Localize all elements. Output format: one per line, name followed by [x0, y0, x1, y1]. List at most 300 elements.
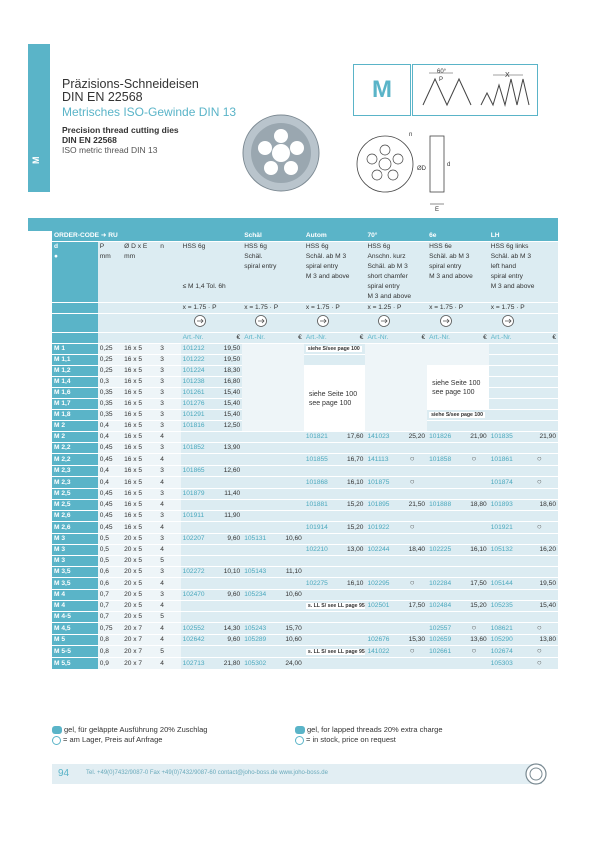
rotation-icon-cell — [304, 314, 366, 333]
price: 19,50 — [212, 355, 242, 366]
price — [459, 477, 489, 489]
table-row — [52, 511, 558, 522]
price — [274, 646, 304, 658]
table-row — [52, 601, 558, 612]
row-pitch: 0,45 — [98, 522, 122, 534]
spec-row — [52, 242, 558, 303]
art-number — [427, 590, 459, 601]
row-dxe: 20 x 5 — [122, 601, 158, 612]
art-number: 102484 — [427, 601, 459, 612]
table-row — [52, 556, 558, 567]
price: 18,40 — [397, 545, 427, 556]
row-n: 3 — [158, 443, 180, 454]
art-number — [242, 545, 274, 556]
price: 9,60 — [212, 590, 242, 601]
rotation-icon-cell — [365, 314, 427, 333]
price: 15,20 — [336, 500, 366, 511]
row-pitch: 0,5 — [98, 556, 122, 567]
row-size: M 2,2 — [52, 454, 98, 466]
in-stock-circle: ○ — [536, 646, 542, 655]
art-number: 102225 — [427, 545, 459, 556]
row-n: 3 — [158, 466, 180, 477]
price: 13,90 — [212, 443, 242, 454]
row-n: 5 — [158, 646, 180, 658]
group-autom: Autom — [304, 231, 366, 242]
order-band — [28, 218, 558, 231]
in-stock-circle: ○ — [409, 646, 415, 655]
price: 16,80 — [212, 377, 242, 388]
col-c5: HSS 6e Schäl. ab M 3 spiral entry M 3 and above — [427, 242, 489, 303]
in-stock-circle: ○ — [409, 477, 415, 486]
row-pitch: 0,3 — [98, 377, 122, 388]
price: 18,80 — [459, 500, 489, 511]
row-dxe: 20 x 7 — [122, 646, 158, 658]
row-pitch: 0,9 — [98, 658, 122, 670]
row-dxe: 20 x 7 — [122, 635, 158, 646]
rotation-icon-cell — [427, 314, 489, 333]
row-dxe: 20 x 5 — [122, 534, 158, 545]
in-stock-circle: ○ — [471, 623, 477, 632]
col-p: P mm — [98, 242, 122, 303]
legend-de-1: gel, für geläppte Ausführung 20% Zuschlag — [64, 725, 208, 734]
price — [459, 454, 489, 466]
row-pitch: 0,7 — [98, 612, 122, 623]
price — [459, 489, 489, 500]
price — [336, 443, 366, 454]
art-number — [304, 623, 336, 635]
row-n: 4 — [158, 500, 180, 511]
art-number — [181, 545, 213, 556]
row-dxe: 16 x 5 — [122, 432, 158, 443]
col-c2: HSS 6g Schäl. spiral entry — [242, 242, 304, 303]
price — [212, 522, 242, 534]
art-number — [427, 421, 459, 432]
table-row — [52, 612, 558, 623]
art-number: 101861 — [489, 454, 521, 466]
price — [397, 454, 427, 466]
price — [459, 646, 489, 658]
title-de-2: DIN EN 22568 — [62, 90, 143, 104]
row-size: M 4 — [52, 601, 98, 612]
table-row — [52, 489, 558, 500]
rotation-icon — [193, 314, 207, 328]
art-number: 101816 — [181, 421, 213, 432]
art-number: 101855 — [304, 454, 336, 466]
table-row — [52, 658, 558, 670]
row-pitch: 0,6 — [98, 578, 122, 590]
art-number: 101835 — [489, 432, 521, 443]
art-number — [489, 612, 521, 623]
price — [397, 534, 427, 545]
price — [459, 556, 489, 567]
row-pitch: 0,45 — [98, 489, 122, 500]
art-number — [489, 399, 521, 410]
art-number: 141022 — [365, 646, 397, 658]
row-dxe: 16 x 5 — [122, 489, 158, 500]
art-number — [304, 635, 336, 646]
art-header-row — [52, 333, 558, 344]
row-n: 4 — [158, 545, 180, 556]
art-number: 102552 — [181, 623, 213, 635]
art-number: 102713 — [181, 658, 213, 670]
rotation-icon — [501, 314, 515, 328]
art-number: 105289 — [242, 635, 274, 646]
price — [521, 466, 558, 477]
art-nr-header: Art.-Nr. — [365, 333, 397, 344]
note-cell — [304, 366, 366, 432]
art-number — [304, 534, 336, 545]
row-size: M 3 — [52, 545, 98, 556]
price — [212, 454, 242, 466]
company-logo-icon — [524, 762, 548, 786]
row-dxe: 16 x 5 — [122, 522, 158, 534]
art-number — [242, 500, 274, 511]
art-number — [181, 578, 213, 590]
in-stock-circle: ○ — [409, 522, 415, 531]
price — [336, 658, 366, 670]
row-size: M 2,5 — [52, 489, 98, 500]
art-number: 101914 — [304, 522, 336, 534]
row-size: M 1,6 — [52, 388, 98, 399]
row-size: M 2 — [52, 432, 98, 443]
price — [397, 590, 427, 601]
x-c5: x = 1.75 · P — [427, 303, 489, 314]
price — [459, 511, 489, 522]
price: 12,50 — [212, 421, 242, 432]
d-label: d — [447, 162, 451, 168]
price — [274, 500, 304, 511]
art-number: 105302 — [242, 658, 274, 670]
price — [459, 443, 489, 454]
row-pitch: 0,5 — [98, 545, 122, 556]
row-dxe: 16 x 5 — [122, 355, 158, 366]
art-number — [304, 590, 336, 601]
art-number: 141113 — [365, 454, 397, 466]
row-n: 4 — [158, 522, 180, 534]
price — [521, 658, 558, 670]
art-number: 101238 — [181, 377, 213, 388]
art-number — [489, 466, 521, 477]
row-n: 3 — [158, 410, 180, 421]
row-pitch: 0,8 — [98, 635, 122, 646]
price: 25,20 — [397, 432, 427, 443]
circle-icon — [52, 736, 61, 745]
group-70: 70° — [365, 231, 427, 242]
price — [459, 658, 489, 670]
row-pitch: 0,4 — [98, 477, 122, 489]
price — [336, 466, 366, 477]
art-number: 102557 — [427, 623, 459, 635]
row-n: 3 — [158, 421, 180, 432]
price — [274, 466, 304, 477]
price: 9,60 — [212, 635, 242, 646]
x-c1: x = 1.75 · P — [181, 303, 243, 314]
table-row — [52, 477, 558, 489]
art-number: 101868 — [304, 477, 336, 489]
note-see-s: siehe S/see page 100 — [431, 412, 484, 418]
note-see-100-de: siehe Seite 100 — [432, 379, 481, 387]
art-number — [489, 410, 521, 421]
m-box: M — [353, 64, 411, 116]
art-number: 101922 — [365, 522, 397, 534]
row-size: M 1,1 — [52, 355, 98, 366]
price — [459, 590, 489, 601]
art-number — [365, 590, 397, 601]
price — [274, 489, 304, 500]
art-number: 102642 — [181, 635, 213, 646]
note-cell — [242, 344, 304, 432]
price — [521, 344, 558, 355]
art-number — [242, 511, 274, 522]
row-pitch: 0,25 — [98, 344, 122, 355]
art-number — [489, 534, 521, 545]
art-number — [242, 477, 274, 489]
row-dxe: 16 x 5 — [122, 421, 158, 432]
row-size: M 1,2 — [52, 366, 98, 377]
art-number — [427, 612, 459, 623]
art-number — [242, 612, 274, 623]
art-number: 102207 — [181, 534, 213, 545]
price — [521, 567, 558, 578]
col-c3: HSS 6g Schäl. ab M 3 spiral entry M 3 and above — [304, 242, 366, 303]
x-label: X — [505, 72, 510, 79]
row-dxe: 16 x 5 — [122, 477, 158, 489]
art-number — [242, 578, 274, 590]
note-cell — [427, 344, 489, 366]
price — [336, 489, 366, 500]
n-label: n — [409, 132, 413, 138]
art-number — [365, 623, 397, 635]
e-label: E — [435, 207, 440, 212]
art-number — [427, 534, 459, 545]
note-see-100-de: siehe Seite 100 — [308, 390, 358, 398]
row-n: 4 — [158, 635, 180, 646]
art-number — [365, 489, 397, 500]
row-pitch: 0,35 — [98, 410, 122, 421]
price — [336, 567, 366, 578]
price — [521, 534, 558, 545]
art-number — [242, 601, 274, 612]
price — [397, 578, 427, 590]
price — [274, 545, 304, 556]
art-number — [365, 556, 397, 567]
art-number: 102284 — [427, 578, 459, 590]
price — [336, 534, 366, 545]
art-number — [427, 477, 459, 489]
table-row — [52, 454, 558, 466]
art-nr-header: Art.-Nr. — [242, 333, 274, 344]
price: 11,40 — [212, 489, 242, 500]
row-dxe: 16 x 5 — [122, 466, 158, 477]
note-cell — [427, 410, 489, 421]
price — [336, 556, 366, 567]
row-pitch: 0,4 — [98, 432, 122, 443]
row-pitch: 0,35 — [98, 399, 122, 410]
price — [521, 366, 558, 377]
note-cell — [304, 355, 366, 366]
euro-header: € — [212, 333, 242, 344]
price — [212, 612, 242, 623]
arrow-icon — [295, 726, 305, 734]
row-size: M 1 — [52, 344, 98, 355]
art-nr-header: Art.-Nr. — [181, 333, 213, 344]
art-number — [427, 443, 459, 454]
row-dxe: 16 x 5 — [122, 377, 158, 388]
art-number: 141023 — [365, 432, 397, 443]
row-dxe: 20 x 5 — [122, 567, 158, 578]
art-number — [427, 466, 459, 477]
row-dxe: 20 x 7 — [122, 623, 158, 635]
col-n: n — [158, 242, 180, 303]
row-pitch: 0,4 — [98, 466, 122, 477]
price — [212, 432, 242, 443]
price — [212, 556, 242, 567]
art-number — [304, 466, 336, 477]
title-en-1: Precision thread cutting dies — [62, 125, 179, 135]
note-cell — [304, 344, 366, 355]
price — [336, 511, 366, 522]
art-number: 101212 — [181, 344, 213, 355]
art-number: 101893 — [489, 500, 521, 511]
art-number: 102659 — [427, 635, 459, 646]
arrow-icon — [52, 726, 62, 734]
col-c1: HSS 6g ≤ M 1,4 Tol. 6h — [181, 242, 243, 303]
art-number — [242, 646, 274, 658]
row-dxe: 20 x 5 — [122, 578, 158, 590]
euro-header: € — [336, 333, 366, 344]
note-see-ll: s. LL S/ see LL page 95 — [307, 603, 365, 609]
price — [274, 477, 304, 489]
price — [521, 646, 558, 658]
row-dxe: 16 x 5 — [122, 344, 158, 355]
art-number — [489, 421, 521, 432]
art-number — [242, 556, 274, 567]
price — [397, 511, 427, 522]
price — [521, 522, 558, 534]
x-c4: x = 1.25 · P — [365, 303, 427, 314]
price — [397, 466, 427, 477]
price: 16,10 — [336, 578, 366, 590]
price — [521, 421, 558, 432]
note-see-ll: s. LL S/ see LL page 95 — [307, 648, 365, 655]
art-number — [489, 511, 521, 522]
price — [212, 477, 242, 489]
art-number — [242, 489, 274, 500]
price — [212, 601, 242, 612]
art-number: 105143 — [242, 567, 274, 578]
price: 16,70 — [336, 454, 366, 466]
rotation-icon — [254, 314, 268, 328]
art-number — [489, 366, 521, 377]
price — [521, 511, 558, 522]
note-cell — [304, 612, 366, 623]
row-pitch: 0,45 — [98, 443, 122, 454]
rotation-icon-cell — [489, 314, 558, 333]
art-number: 105131 — [242, 534, 274, 545]
row-size: M 3 — [52, 556, 98, 567]
in-stock-circle: ○ — [536, 522, 542, 531]
price: 12,60 — [212, 466, 242, 477]
price — [274, 578, 304, 590]
col-c4: HSS 6g Anschn. kurz Schäl. ab M 3 short chamfer spiral entry M 3 and above — [365, 242, 427, 303]
in-stock-circle: ○ — [536, 623, 542, 632]
price: 10,60 — [274, 635, 304, 646]
row-size: M 2,6 — [52, 511, 98, 522]
row-dxe: 16 x 5 — [122, 399, 158, 410]
row-dxe: 20 x 7 — [122, 658, 158, 670]
row-dxe: 16 x 5 — [122, 366, 158, 377]
art-number — [365, 612, 397, 623]
row-size: M 1,4 — [52, 377, 98, 388]
angle-label: 60° — [437, 69, 447, 75]
art-number: 101291 — [181, 410, 213, 421]
row-n: 3 — [158, 534, 180, 545]
price — [521, 388, 558, 399]
art-number — [304, 567, 336, 578]
rotation-icon — [377, 314, 391, 328]
row-size: M 3,5 — [52, 567, 98, 578]
price — [459, 421, 489, 432]
legend-en-2: = in stock, price on request — [306, 735, 396, 744]
price: 15,40 — [521, 601, 558, 612]
row-size: M 2,2 — [52, 443, 98, 454]
price — [397, 522, 427, 534]
price — [397, 612, 427, 623]
in-stock-circle: ○ — [471, 454, 477, 463]
row-dxe: 16 x 5 — [122, 388, 158, 399]
die-photo-icon — [240, 112, 322, 194]
note-see-s: siehe S/see page 100 — [307, 346, 360, 352]
art-number: 102272 — [181, 567, 213, 578]
row-pitch: 0,45 — [98, 511, 122, 522]
art-number: 101222 — [181, 355, 213, 366]
price — [459, 567, 489, 578]
row-size: M 2,5 — [52, 500, 98, 511]
art-number — [365, 466, 397, 477]
row-size: M 2 — [52, 421, 98, 432]
price: 16,20 — [521, 545, 558, 556]
legend-en — [295, 725, 443, 745]
price: 16,10 — [336, 477, 366, 489]
row-n: 4 — [158, 454, 180, 466]
price — [521, 443, 558, 454]
table-row — [52, 545, 558, 556]
art-number: 105235 — [489, 601, 521, 612]
footer — [52, 764, 542, 784]
price — [397, 646, 427, 658]
price — [336, 635, 366, 646]
legend-de — [52, 725, 207, 745]
art-number — [242, 432, 274, 443]
art-number: 101888 — [427, 500, 459, 511]
row-n: 3 — [158, 388, 180, 399]
art-number — [181, 500, 213, 511]
row-size: M 2,3 — [52, 477, 98, 489]
art-number: 101911 — [181, 511, 213, 522]
title-block — [62, 78, 236, 155]
price: 15,20 — [459, 601, 489, 612]
order-code: ORDER-CODE ➜ RU — [52, 231, 242, 242]
price — [521, 454, 558, 466]
row-pitch: 0,4 — [98, 421, 122, 432]
price — [212, 578, 242, 590]
art-number — [181, 612, 213, 623]
art-number: 105234 — [242, 590, 274, 601]
thread-profile-icon — [413, 65, 537, 115]
circle-icon — [295, 736, 304, 745]
price — [459, 612, 489, 623]
art-number: 102275 — [304, 578, 336, 590]
